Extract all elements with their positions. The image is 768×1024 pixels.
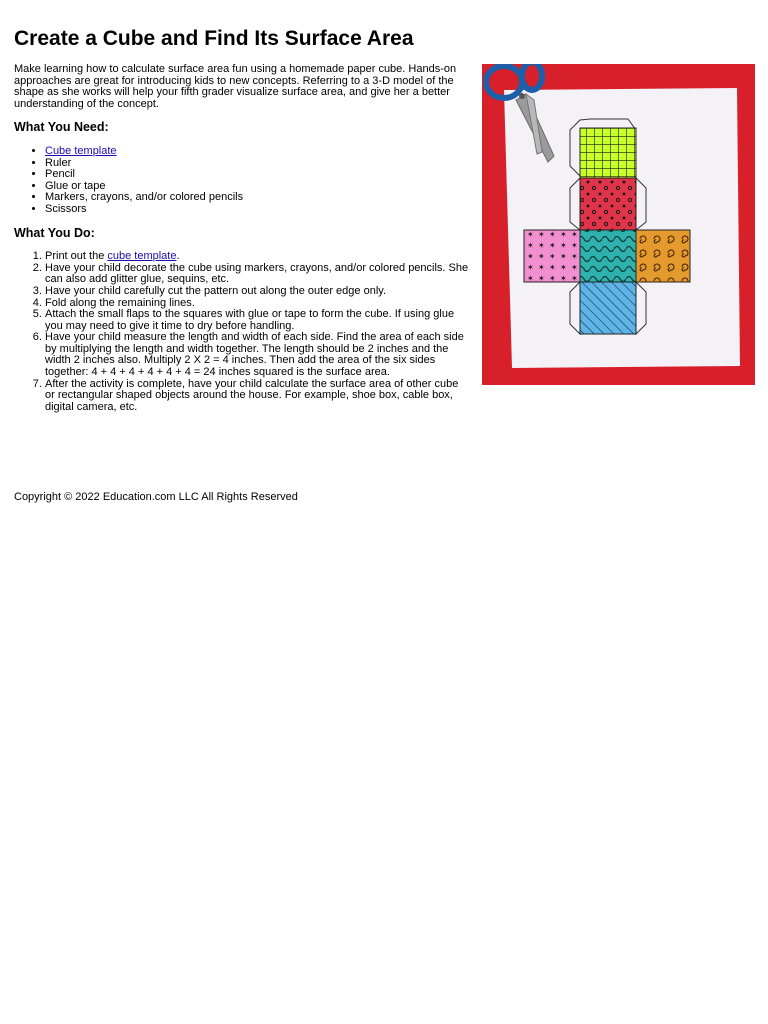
face-dots-pattern xyxy=(580,178,636,230)
steps-list xyxy=(14,251,469,413)
step-item: 6. Have your child measure the length and width of each side. Find the area of each side by multiplying the length and width together. The length should be 2 inches and the width 2 inches also. Multiply 2 X 2 = 4 inches. Then add the area of the six sides together: 4 + 4 + 4 + 4 + 4 + 4 = 24 inches squared is the surface area. xyxy=(45,332,469,378)
page-title: Create a Cube and Find Its Surface Area xyxy=(14,27,414,50)
copyright-text: Copyright © 2022 Education.com LLC All Rights Reserved xyxy=(14,491,298,503)
list-item: • Scissors xyxy=(45,204,469,216)
step-item: 3. Have your child carefully cut the pattern out along the outer edge only. xyxy=(45,286,469,298)
step-item: 5. Attach the small flaps to the squares with glue or tape to form the cube. If using glue you may need to give it time to dry before handling. xyxy=(45,309,469,332)
step-text: . xyxy=(176,250,180,263)
cube-template-step-link[interactable]: cube template xyxy=(107,250,177,263)
step-item: 4. Fold along the remaining lines. xyxy=(45,298,469,310)
face-stars-pattern xyxy=(524,230,580,282)
list-item xyxy=(45,146,469,158)
cube-template-link[interactable]: Cube template xyxy=(45,144,117,157)
step-item: 7. After the activity is complete, have your child calculate the surface area of other cube or rectangular shaped objects around the house. For example, shoe box, cable box, digital camera, etc. xyxy=(45,379,469,414)
intro-paragraph: Make learning how to calculate surface area fun using a homemade paper cube. Hands-on approaches are great for introducing kids to new concepts. Referring to a 3-D model of the shape as she works will help your fifth grader visualize surface area, and give her a better understanding of the concept. xyxy=(14,63,457,110)
what-you-need-heading: What You Need: xyxy=(14,120,109,135)
list-item: • Markers, crayons, and/or colored pencils xyxy=(45,192,469,204)
list-item: • Glue or tape xyxy=(45,181,469,193)
list-item: • Pencil xyxy=(45,169,469,181)
list-item: • Ruler xyxy=(45,158,469,170)
face-waves-pattern xyxy=(580,230,636,282)
face-grid-pattern xyxy=(580,128,636,178)
cube-net-photo xyxy=(482,64,755,385)
face-swirls-pattern xyxy=(636,230,690,282)
materials-list xyxy=(14,146,469,216)
article-body xyxy=(14,64,469,425)
step-text: Print out the xyxy=(45,250,108,263)
step-item xyxy=(45,251,469,263)
face-hatch-pattern xyxy=(580,282,636,334)
cube-net-illustration xyxy=(482,64,755,385)
step-item: 2. Have your child decorate the cube using markers, crayons, and/or colored pencils. She can also add glitter glue, sequins, etc. xyxy=(45,263,469,286)
what-you-do-heading: What You Do: xyxy=(14,225,95,240)
